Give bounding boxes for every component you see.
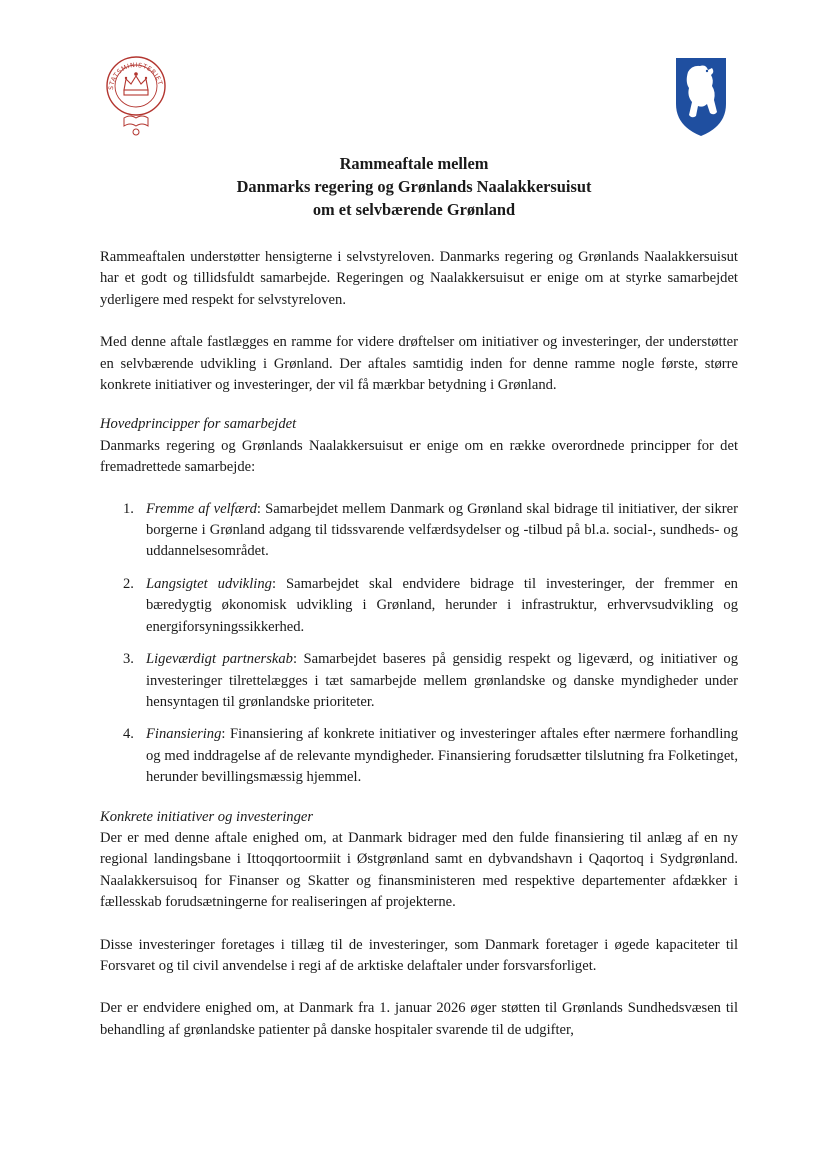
initiatives-paragraph-2: Disse investeringer foretages i tillæg til de investeringer, som Danmark foretager i øgede kapaciteter til Forsvaret og til civil anvendelse i regi af de arktiske delaftaler under forsvarsforliget. [100,936,738,974]
title-line-2: Danmarks regering og Grønlands Naalakkersuisut [236,177,592,196]
title-line-1: Rammeaftale mellem [339,154,489,173]
intro-paragraph: Rammeaftalen understøtter hensigterne i selvstyreloven. Danmarks regering og Grønlands Naalakkersuisut har et godt og tillidsfuldt samarbejde. Regeringen og Naalakkersuisut er enige om at styrke samarbejdet yderligere med respekt for selvstyreloven. [100,249,738,308]
list-item-text: : Finansiering af konkrete initiativer og investeringer aftales efter nærmere forhandling og med inddragelse af de relevante myndigheder. Finansiering forudsætter tilslutning fra Folketinget, herunder bevillingsmæssig hjemmel. [146,726,738,786]
section-heading-initiatives: Konkrete initiativer og investeringer [100,808,314,825]
list-item [100,499,738,563]
list-item-number: 4. [123,726,134,743]
principles-intro-paragraph: Danmarks regering og Grønlands Naalakkersuisut er enige om en række overordnede principper for det fremadrettede samarbejde: [100,437,738,476]
list-item-number: 1. [123,500,134,517]
list-item-text: : Samarbejdet baseres på gensidig respekt og ligeværd, og initiativer og investeringer tilrettelægges i tæt samarbejde mellem grønlandske og danske myndigheder under hensyntagen til grønlandske prioriteter. [146,651,738,710]
document-body [100,247,738,1041]
section-heading-principles: Hovedprincipper for samarbejdet [100,416,297,433]
list-item-text: : Samarbejdet skal endvidere bidrage til investeringer, der fremmer en bæredygtig økonomisk udvikling i Grønland, herunder i infrastruktur, erhvervsudvikling og energiforsyningssikkerhed. [146,575,738,635]
list-item-title: Fremme af velfærd [146,500,257,517]
principles-list [100,499,738,789]
seal-text: STATSMINISTERIET [107,61,164,91]
list-item-title: Finansiering [146,726,222,743]
list-item-number: 2. [123,575,134,592]
greenland-coat-of-arms-logo [674,56,728,138]
list-item [100,574,738,638]
document-title [0,152,828,221]
framework-paragraph: Med denne aftale fastlægges en ramme for videre drøftelser om initiativer og investeringer, der understøtter en selvbærende udvikling i Grønland. Der aftales samtidig inden for denne ramme nogle første, større konkrete initiativer og investeringer, der vil få mærkbar betydning i Grønland. [100,334,738,394]
list-item-title: Langsigtet udvikling [146,575,272,592]
initiatives-paragraph-1: Der er med denne aftale enighed om, at Danmark bidrager med den fulde finansiering til anlæg af en ny regional landingsbane i Ittoqqortoormiit i Østgrønland samt en dybvandshavn i Qaqortoq i Sydgrønland. Naalakkersuisoq for Finanser og Skatter og finansministeren med respektive departementer afdækker i fællesskab forudsætningerne for realiseringen af projekterne. [100,829,738,911]
title-line-3: om et selvbærende Grønland [312,200,516,219]
statsministeriet-seal-logo [104,52,168,138]
list-item [100,724,738,788]
list-item [100,649,738,713]
list-item-number: 3. [123,651,134,668]
list-item-text: : Samarbejdet mellem Danmark og Grønland skal bidrage til initiativer, der sikrer borgerne i Grønland adgang til tidssvarende velfærdsydelser og -tilbud på bl.a. social-, sundheds- og uddannelsesområdet. [146,500,739,560]
initiatives-paragraph-3: Der er endvidere enighed om, at Danmark fra 1. januar 2026 øger støtten til Grønlands Sundhedsvæsen til behandling af grønlandske patienter på danske hospitaler svarende til de udgifter, [100,1000,738,1038]
list-item-title: Ligeværdigt partnerskab [146,651,293,668]
